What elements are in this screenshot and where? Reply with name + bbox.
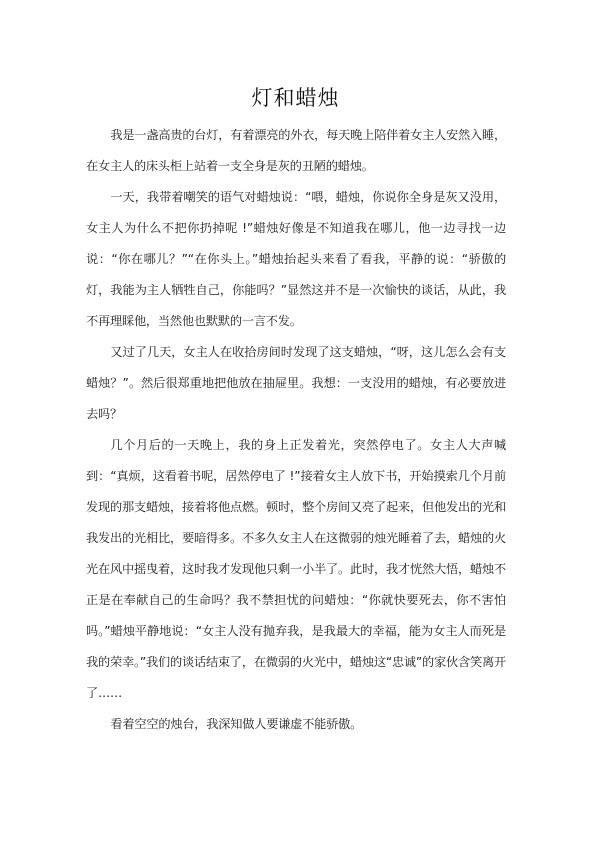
paragraph-4: 几个月后的一天晚上，我的身上正发着光，突然停电了。女主人大声喊到：“真烦，这看着书呢，居然停电了 !”接着女主人放下书，开始摸索几个月前发现的那支蜡烛，接着将他点燃。顿时，整个房间又亮了起来，但他发出的光和我发出的光相比，要暗得多。不多久女主人在这微弱的烛光睡着了去，蜡烛的火光在风中摇曳着，这时我才发现他只剩一小半了。此时，我才恍然大悟，蜡烛不正是在奉献自己的生命吗？我不禁担忧的问蜡烛：“你就快要死去，你不害怕吗。”蜡烛平静地说：“女主人没有抛弃我，是我最大的幸福，能为女主人而死是我的荣幸。”我们的谈话结束了，在微弱的火光中，蜡烛这“忠诚”的家伙含笑离开了……: [86, 438, 506, 700]
document-body: [86, 120, 506, 740]
paragraph-5: 看着空空的烛台，我深知做人要谦虚不能骄傲。: [110, 717, 363, 731]
document-title: 灯和蜡烛: [251, 86, 340, 110]
paragraph-3: 又过了几天，女主人在收拾房间时发现了这支蜡烛，“呀，这儿怎么会有支蜡烛？”。然后很郑重地把他放在抽屉里。我想：一支没用的蜡烛，有必要放进去吗？: [86, 345, 506, 421]
paragraph-1: 我是一盏高贵的台灯，有着漂亮的外衣，每天晚上陪伴着女主人安然入睡，在女主人的床头柜上站着一支全身是灰的丑陋的蜡烛。: [86, 128, 506, 173]
paragraph-2: 一天，我带着嘲笑的语气对蜡烛说：“喂，蜡烛，你说你全身是灰又没用，女主人为什么不把你扔掉呢 !”蜡烛好像是不知道我在哪儿，他一边寻找一边说：“你在哪儿？”“在你头上。”蜡烛抬起头来看了看我，平静的说：“骄傲的灯，我能为主人牺牲自己，你能吗？”显然这并不是一次愉快的谈话，从此，我不再理睬他，当然他也默默的一言不发。: [86, 190, 506, 328]
